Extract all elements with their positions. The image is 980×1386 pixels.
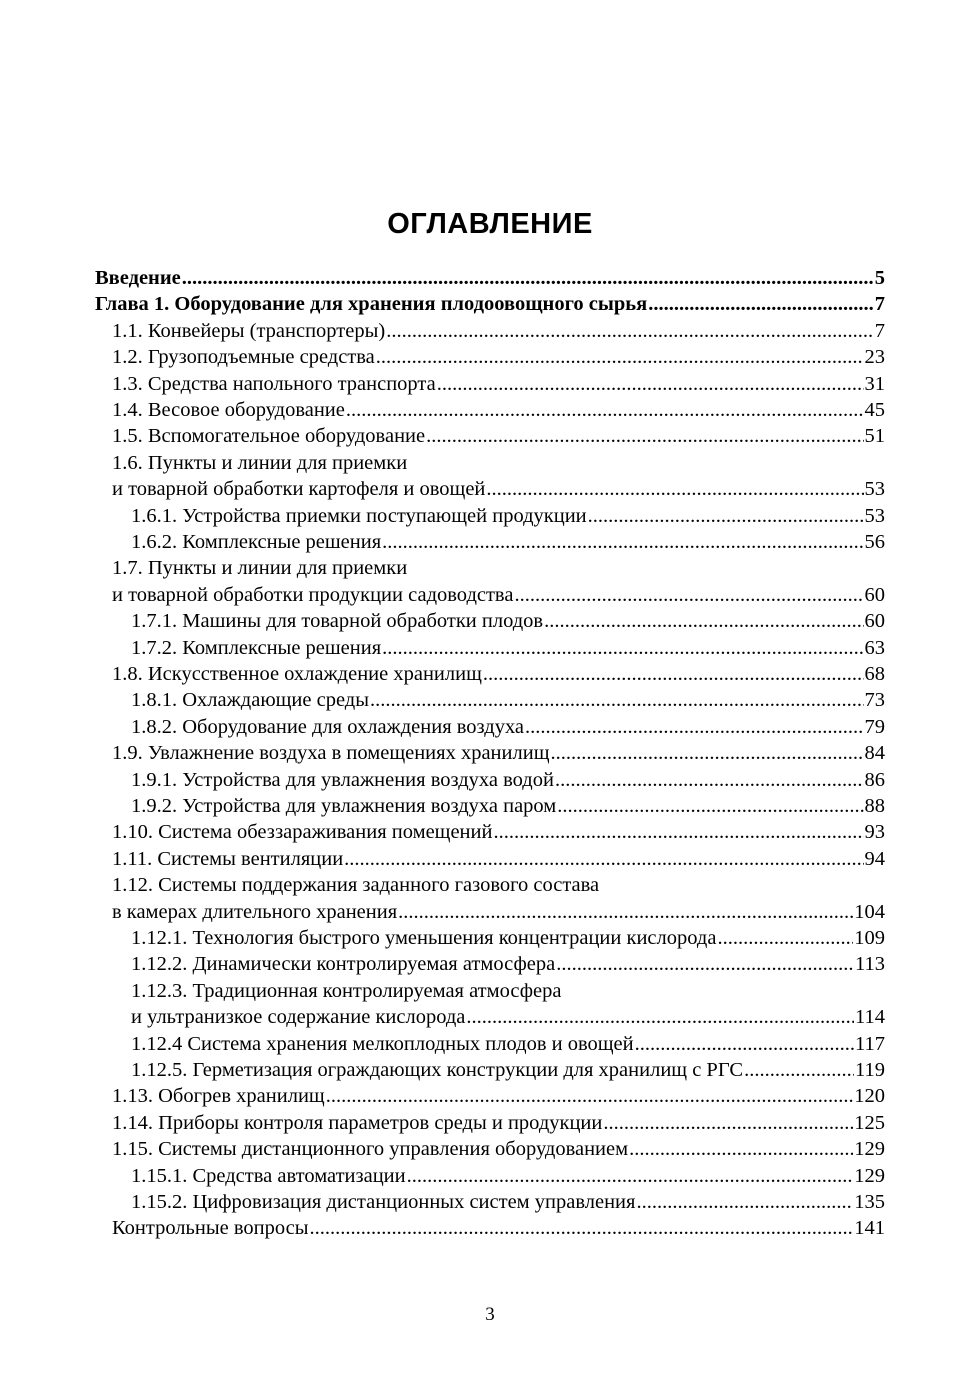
toc-entry bbox=[112, 555, 407, 581]
toc-entry-page: 73 bbox=[864, 689, 885, 712]
toc-entry-label: 1.10. Система обеззараживания помещений bbox=[112, 821, 493, 844]
toc-entry-page: 135 bbox=[854, 1191, 885, 1213]
dot-leader bbox=[555, 767, 864, 793]
toc-entry-label: 1.15.2. Цифровизация дистанционных систем управления bbox=[131, 1191, 636, 1213]
toc-entry-label: 1.8. Искусственное охлаждение хранилищ bbox=[112, 663, 482, 685]
dot-leader bbox=[744, 1057, 854, 1083]
toc-entry-label: 1.15.1. Средства автоматизации bbox=[131, 1164, 406, 1187]
toc-entry bbox=[95, 291, 885, 317]
dot-leader bbox=[386, 318, 874, 344]
toc-entry bbox=[112, 661, 885, 687]
toc-entry-page: 51 bbox=[864, 425, 885, 448]
toc-entry-label: Глава 1. Оборудование для хранения плодоовощного сырья bbox=[95, 293, 648, 316]
toc-entry bbox=[112, 344, 885, 370]
toc-entry bbox=[112, 1215, 885, 1241]
toc-entry bbox=[131, 793, 885, 819]
toc-entry bbox=[112, 899, 885, 925]
dot-leader bbox=[326, 1083, 854, 1109]
dot-leader bbox=[466, 1004, 854, 1030]
toc-entry bbox=[131, 978, 561, 1004]
dot-leader bbox=[588, 503, 864, 529]
toc-entry-label: Введение bbox=[95, 267, 181, 289]
toc-entry-label: 1.9.1. Устройства для увлажнения воздуха водой bbox=[131, 768, 554, 791]
toc-entry-label: 1.7.1. Машины для товарной обработки плодов bbox=[131, 610, 544, 633]
toc-entry-label: Контрольные вопросы bbox=[112, 1217, 309, 1240]
toc-entry-label: 1.14. Приборы контроля параметров среды и продукции bbox=[112, 1111, 603, 1134]
toc-entry bbox=[112, 450, 407, 476]
toc-entry bbox=[131, 714, 885, 740]
dot-leader bbox=[370, 687, 863, 713]
dot-leader bbox=[556, 951, 854, 977]
toc-entry-label: 1.12.1. Технология быстрого уменьшения концентрации кислорода bbox=[131, 927, 717, 949]
dot-leader bbox=[636, 1189, 853, 1215]
toc-entry bbox=[112, 819, 885, 845]
dot-leader bbox=[717, 925, 853, 951]
dot-leader bbox=[493, 819, 863, 845]
toc-entry-label: 1.15. Системы дистанционного управления оборудованием bbox=[112, 1138, 629, 1161]
toc-entry-page: 79 bbox=[864, 715, 885, 738]
dot-leader bbox=[398, 899, 853, 925]
toc-entry-page: 104 bbox=[854, 900, 885, 923]
toc-entry-page: 129 bbox=[854, 1164, 885, 1187]
toc-entry bbox=[131, 687, 885, 713]
toc-entry-label: 1.8.2. Оборудование для охлаждения воздуха bbox=[131, 715, 525, 738]
toc-entry bbox=[131, 1163, 885, 1189]
toc-entry bbox=[131, 1057, 885, 1083]
toc-entry bbox=[112, 740, 885, 766]
toc-entry bbox=[131, 635, 885, 661]
toc-entry-label: и ультранизкое содержание кислорода bbox=[131, 1006, 466, 1029]
toc-entry bbox=[95, 265, 885, 291]
toc-entry-page: 141 bbox=[854, 1217, 885, 1240]
toc-entry bbox=[112, 423, 885, 449]
toc-entry-label: 1.7.2. Комплексные решения bbox=[131, 636, 382, 659]
toc-entry-page: 86 bbox=[864, 768, 885, 791]
toc-entry-page: 23 bbox=[864, 346, 885, 369]
toc-entry bbox=[112, 1110, 885, 1136]
toc-entry-label: в камерах длительного хранения bbox=[112, 900, 398, 923]
toc-entry-page: 53 bbox=[864, 504, 885, 527]
dot-leader bbox=[382, 529, 863, 555]
toc-entry-page: 7 bbox=[874, 293, 885, 316]
toc-entry-label: 1.8.1. Охлаждающие среды bbox=[131, 689, 370, 712]
toc-entry-label: 1.7. Пункты и линии для приемки bbox=[112, 557, 408, 580]
toc-entry bbox=[112, 318, 885, 344]
toc-entry-label: 1.9. Увлажнение воздуха в помещениях хранилищ bbox=[112, 742, 550, 765]
toc-entry-page: 114 bbox=[855, 1006, 885, 1029]
toc-entry-page: 117 bbox=[855, 1032, 885, 1055]
toc-entry-page: 84 bbox=[864, 742, 885, 765]
toc-entry-label: 1.9.2. Устройства для увлажнения воздуха паром bbox=[131, 795, 557, 817]
dot-leader bbox=[376, 344, 864, 370]
toc-entry-page: 31 bbox=[864, 372, 885, 395]
dot-leader bbox=[557, 793, 863, 819]
toc-entry bbox=[112, 371, 885, 397]
toc-entry bbox=[112, 872, 599, 898]
toc-entry-label: и товарной обработки картофеля и овощей bbox=[112, 478, 486, 501]
dot-leader bbox=[603, 1110, 853, 1136]
dot-leader bbox=[382, 635, 863, 661]
toc-entry-label: 1.12.3. Традиционная контролируемая атмосфера bbox=[131, 979, 562, 1002]
dot-leader bbox=[648, 291, 874, 317]
toc-entry bbox=[131, 951, 885, 977]
toc-entry-label: 1.12.2. Динамически контролируемая атмосфера bbox=[131, 953, 556, 976]
toc-entry bbox=[112, 1083, 885, 1109]
toc-entry bbox=[131, 1031, 885, 1057]
dot-leader bbox=[407, 1163, 854, 1189]
toc-entry bbox=[131, 529, 885, 555]
toc-entry-page: 7 bbox=[874, 319, 885, 342]
toc-entry-page: 129 bbox=[854, 1138, 885, 1161]
toc-entry-label: и товарной обработки продукции садоводства bbox=[112, 583, 514, 606]
toc-entry-page: 94 bbox=[864, 847, 885, 870]
toc-entry bbox=[131, 503, 885, 529]
toc-entry-label: 1.6.1. Устройства приемки поступающей продукции bbox=[131, 504, 587, 527]
page-number: 3 bbox=[485, 1304, 495, 1325]
toc-entry bbox=[131, 925, 885, 951]
toc-entry-label: 1.11. Системы вентиляции bbox=[112, 847, 344, 870]
dot-leader bbox=[346, 397, 864, 423]
toc-entry-page: 113 bbox=[855, 953, 885, 976]
toc-entry-page: 93 bbox=[864, 821, 885, 844]
toc-entry-label: 1.13. Обогрев хранилищ bbox=[112, 1085, 325, 1108]
dot-leader bbox=[514, 582, 863, 608]
toc-entry-page: 68 bbox=[864, 663, 885, 685]
page-title: ОГЛАВЛЕНИЕ bbox=[387, 208, 593, 240]
toc-entry bbox=[112, 397, 885, 423]
dot-leader bbox=[550, 740, 863, 766]
dot-leader bbox=[544, 608, 863, 634]
toc-entry-label: 1.5. Вспомогательное оборудование bbox=[112, 425, 426, 448]
toc-entry-label: 1.6.2. Комплексные решения bbox=[131, 531, 382, 553]
toc-entry bbox=[112, 476, 885, 502]
toc-entry bbox=[131, 1004, 885, 1030]
dot-leader bbox=[629, 1136, 853, 1162]
dot-leader bbox=[437, 371, 864, 397]
toc-entry-label: 1.12. Системы поддержания заданного газового состава bbox=[112, 874, 600, 897]
toc-entry bbox=[112, 846, 885, 872]
toc-entry-label: 1.12.5. Герметизация ограждающих конструкции для хранилищ с РГС bbox=[131, 1059, 744, 1081]
dot-leader bbox=[310, 1215, 854, 1241]
toc-entry-page: 109 bbox=[854, 927, 885, 949]
toc-entry-page: 45 bbox=[864, 399, 885, 421]
dot-leader bbox=[635, 1031, 854, 1057]
toc-entry-label: 1.6. Пункты и линии для приемки bbox=[112, 451, 408, 474]
toc-entry bbox=[112, 1136, 885, 1162]
toc-entry-page: 119 bbox=[855, 1059, 885, 1081]
toc-entry-page: 5 bbox=[874, 267, 885, 289]
toc-entry bbox=[131, 608, 885, 634]
toc-entry-page: 53 bbox=[864, 478, 885, 501]
toc-entry-label: 1.1. Конвейеры (транспортеры) bbox=[112, 319, 386, 342]
dot-leader bbox=[182, 265, 874, 291]
toc-entry-page: 60 bbox=[864, 583, 885, 606]
toc-entry-label: 1.2. Грузоподъемные средства bbox=[112, 346, 375, 369]
dot-leader bbox=[483, 661, 864, 687]
toc-entry-page: 60 bbox=[864, 610, 885, 633]
toc-entry-label: 1.4. Весовое оборудование bbox=[112, 399, 345, 421]
toc-entry bbox=[131, 1189, 885, 1215]
dot-leader bbox=[525, 714, 863, 740]
toc-entry-label: 1.12.4 Система хранения мелкоплодных плодов и овощей bbox=[131, 1032, 634, 1055]
toc-entry-label: 1.3. Средства напольного транспорта bbox=[112, 372, 436, 395]
dot-leader bbox=[486, 476, 863, 502]
dot-leader bbox=[426, 423, 863, 449]
toc-entry bbox=[112, 582, 885, 608]
toc-entry-page: 63 bbox=[864, 636, 885, 659]
toc-entry-page: 125 bbox=[854, 1111, 885, 1134]
dot-leader bbox=[344, 846, 863, 872]
toc-entry-page: 120 bbox=[854, 1085, 885, 1108]
toc-entry-page: 88 bbox=[864, 795, 885, 817]
toc-entry bbox=[131, 767, 885, 793]
toc-entry-page: 56 bbox=[864, 531, 885, 553]
